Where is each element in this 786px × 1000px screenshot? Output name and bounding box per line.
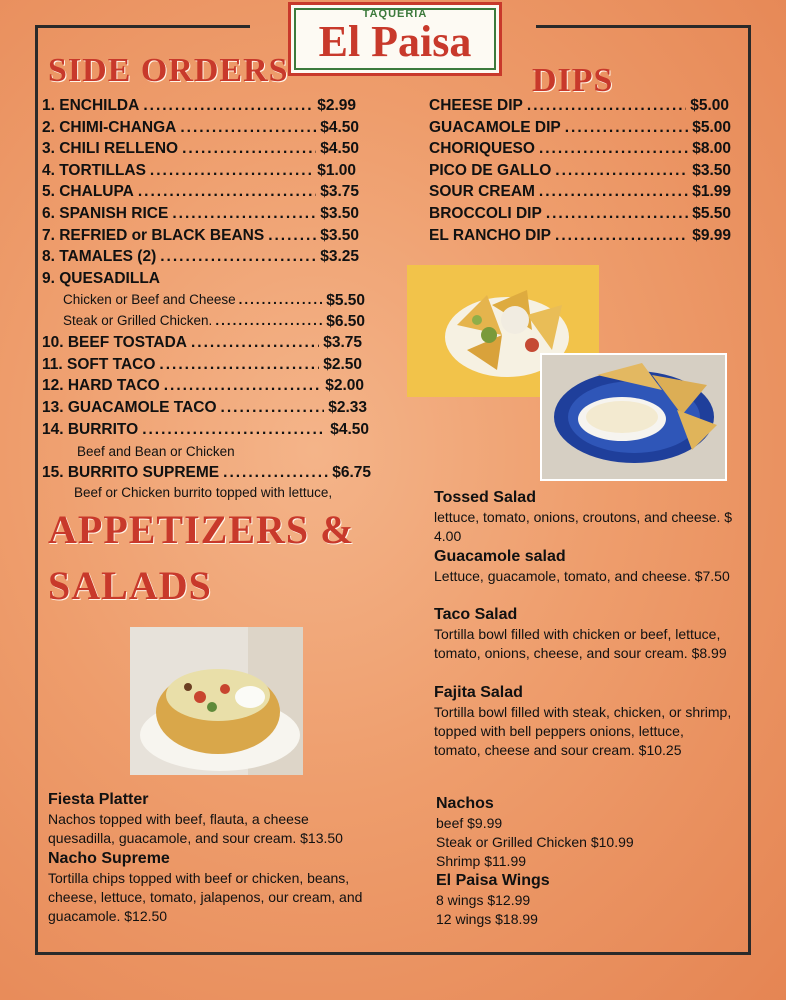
side-order-row: 11. SOFT TACO ..... $2.50 [42, 356, 362, 374]
side-order-row: 3. CHILI RELLENO ..... $4.50 [42, 140, 359, 158]
salad-title: Guacamole salad [434, 548, 566, 565]
salad-desc: lettuce, tomato, onions, croutons, and cheese. $ 4.00 [434, 509, 733, 544]
quesadilla-option: Steak or Grilled Chicken. ..... $6.50 [63, 313, 365, 331]
appetizer-item [48, 849, 373, 926]
dip-row: BROCCOLI DIP ..... $5.50 [429, 205, 731, 223]
side-order-row: 15. BURRITO SUPREME ..... $6.75 [42, 464, 371, 482]
side-order-row: 4. TORTILLAS ..... $1.00 [42, 162, 356, 180]
salad-item [434, 683, 734, 760]
nachos-line: Shrimp $11.99 [436, 853, 527, 869]
appetizers-heading-line2: SALADS [48, 563, 212, 608]
logo-name: El Paisa [318, 17, 472, 66]
side-orders-heading: SIDE ORDERS [48, 52, 289, 89]
appetizer-desc: Nachos topped with beef, flauta, a cheese quesadilla, guacamole, and sour cream. $13.50 [48, 811, 343, 846]
nachos-title: Nachos [436, 795, 494, 812]
wings-line: 8 wings $12.99 [436, 892, 531, 908]
salad-item [434, 547, 734, 586]
dip-row: EL RANCHO DIP ..... $9.99 [429, 227, 731, 245]
side-order-row: 5. CHALUPA ..... $3.75 [42, 183, 359, 201]
taco-salad-photo [130, 627, 303, 775]
dip-row: SOUR CREAM ..... $1.99 [429, 183, 731, 201]
side-order-row: 6. SPANISH RICE ..... $3.50 [42, 205, 359, 223]
dip-row: PICO DE GALLO ..... $3.50 [429, 162, 731, 180]
side-order-row: 7. REFRIED or BLACK BEANS ..... $3.50 [42, 227, 359, 245]
salad-title: Fajita Salad [434, 684, 523, 701]
salad-item [434, 605, 734, 663]
wings-title: El Paisa Wings [436, 872, 550, 889]
appetizer-item [48, 790, 363, 848]
el-paisa-logo [288, 2, 502, 76]
dip-row: GUACAMOLE DIP ..... $5.00 [429, 119, 731, 137]
chips-cheese-dip-photo [540, 353, 727, 481]
side-order-row: 12. HARD TACO ..... $2.00 [42, 377, 364, 395]
nachos-line: beef $9.99 [436, 815, 503, 831]
side-order-row: 9. QUESADILLA [42, 270, 160, 287]
wings-line: 12 wings $18.99 [436, 911, 538, 927]
side-order-row: 8. TAMALES (2) ..... $3.25 [42, 248, 359, 266]
side-order-row: 2. CHIMI-CHANGA ..... $4.50 [42, 119, 359, 137]
side-order-row: 14. BURRITO ..... $4.50 [42, 421, 369, 439]
side-order-row: 13. GUACAMOLE TACO ..... $2.33 [42, 399, 367, 417]
salad-title: Taco Salad [434, 606, 518, 623]
burrito-supreme-note: Beef or Chicken burrito topped with lettuce, [74, 485, 333, 500]
salad-item [434, 488, 734, 546]
dip-row: CHEESE DIP ..... $5.00 [429, 97, 729, 115]
salad-title: Tossed Salad [434, 489, 536, 506]
burrito-note: Beef and Bean or Chicken [77, 444, 235, 459]
appetizer-title: Nacho Supreme [48, 850, 170, 867]
side-order-row: 1. ENCHILDA ..... $2.99 [42, 97, 356, 115]
quesadilla-option: Chicken or Beef and Cheese ..... $5.50 [63, 292, 365, 310]
appetizers-heading-line1: APPETIZERS & [48, 507, 355, 552]
logo-taqueria: TAQUERIA [362, 8, 428, 20]
nachos-item [436, 794, 726, 871]
appetizer-title: Fiesta Platter [48, 791, 149, 808]
salad-desc: Lettuce, guacamole, tomato, and cheese. $7.50 [434, 568, 730, 584]
nachos-line: Steak or Grilled Chicken $10.99 [436, 834, 634, 850]
wings-item [436, 871, 726, 929]
salad-desc: Tortilla bowl filled with chicken or beef, lettuce, tomato, onions, cheese, and sour cream. $8.99 [434, 626, 727, 661]
appetizer-desc: Tortilla chips topped with beef or chicken, beans, cheese, lettuce, tomato, jalapenos, our cream, and guacamole. $12.50 [48, 870, 363, 924]
dip-row: CHORIQUESO ..... $8.00 [429, 140, 731, 158]
side-order-row: 10. BEEF TOSTADA ..... $3.75 [42, 334, 362, 352]
dips-heading: DIPS [532, 62, 614, 99]
salad-desc: Tortilla bowl filled with steak, chicken, or shrimp, topped with bell peppers onions, lettuce, tomato, cheese and sour cream. $10.25 [434, 704, 732, 758]
